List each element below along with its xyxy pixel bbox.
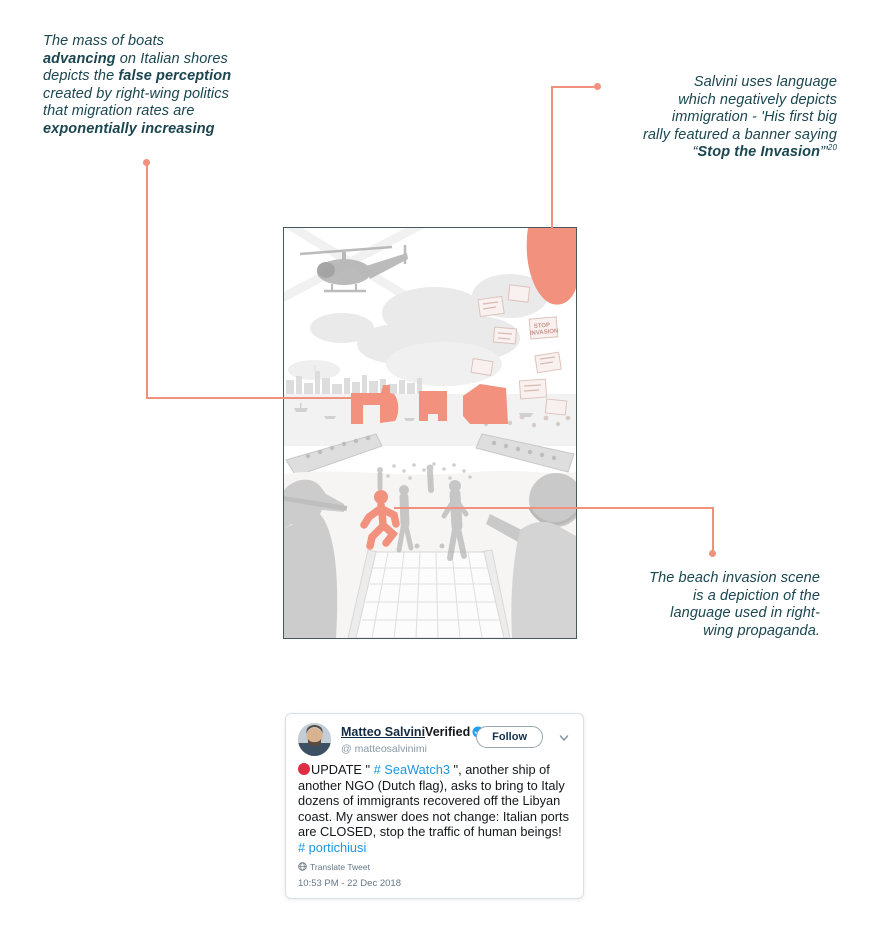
annotation-top-left bbox=[43, 33, 231, 138]
tweet-text-segment: UPDATE " bbox=[311, 762, 374, 777]
annotation-line: which negatively depicts bbox=[678, 91, 837, 108]
annotation-line: created by right-wing politics bbox=[43, 85, 229, 102]
translate-tweet-label: Translate Tweet bbox=[310, 861, 371, 872]
annotation-line: language used in right- bbox=[670, 605, 820, 621]
stop-invasion-sign-text: STOP bbox=[533, 322, 551, 330]
connector-line-bottomright-vertical bbox=[712, 507, 714, 552]
connector-line-topright-vertical bbox=[551, 86, 553, 230]
avatar-image bbox=[298, 723, 331, 756]
chevron-down-icon[interactable] bbox=[559, 733, 569, 743]
stop-invasion-sign-text2: INVASION bbox=[529, 328, 559, 337]
verified-label: Verified bbox=[425, 725, 471, 739]
annotation-line: The mass of boats bbox=[43, 33, 164, 49]
connector-line-topright-horizontal bbox=[551, 86, 597, 88]
annotation-top-right bbox=[643, 74, 837, 162]
annotation-line: “Stop the $Invasion”'^{20}$ bbox=[692, 143, 837, 160]
tweet-text-segment: ", another ship of another NGO (Dutch flag), asks to bring to Italy dozens of immigrants recovered off the Libyan coast. My answer does not change: Italian ports are CLOSED, stop the traffic of human beings! bbox=[298, 762, 570, 840]
annotation-line: advancing on Italian shores bbox=[43, 50, 228, 67]
connector-line-bottomright-horizontal bbox=[394, 507, 714, 509]
poster-illustration bbox=[284, 228, 576, 638]
translate-tweet-button[interactable] bbox=[298, 862, 571, 872]
hashtag-portichiusi[interactable]: # portichiusi bbox=[298, 839, 367, 855]
annotation-line: immigration - 'His first big bbox=[671, 109, 837, 125]
highlight-boat-3 bbox=[463, 384, 508, 424]
globe-icon bbox=[298, 862, 307, 871]
tweet-name-block bbox=[341, 723, 484, 755]
annotation-line: exponentially increasing bbox=[43, 120, 215, 137]
tweet-card bbox=[285, 713, 584, 899]
annotation-line: rally featured a banner saying bbox=[642, 126, 837, 143]
annotation-bottom-right bbox=[649, 570, 820, 640]
tweet-handle: @ matteosalvinimi bbox=[341, 743, 427, 755]
hashtag-seawatch3[interactable]: # SeaWatch3 bbox=[373, 762, 450, 777]
connector-line-left-horizontal bbox=[146, 397, 355, 399]
tweet-header bbox=[298, 722, 571, 758]
tweet-text bbox=[298, 762, 574, 856]
annotation-line: depicts the false perception bbox=[43, 68, 232, 84]
tweet-author-link[interactable]: Matteo Salvini bbox=[341, 725, 426, 739]
landing-ramp bbox=[348, 550, 510, 638]
connector-dot-bottom-right bbox=[709, 550, 716, 557]
annotation-line: is a depiction of the bbox=[692, 587, 820, 604]
annotation-line: The beach invasion scene bbox=[649, 570, 820, 586]
connector-line-left-vertical bbox=[146, 163, 148, 399]
red-circle-emoji bbox=[298, 763, 310, 775]
follow-button[interactable] bbox=[476, 726, 543, 748]
footnote-ref: 20 bbox=[827, 143, 837, 153]
propaganda-poster-image bbox=[283, 227, 577, 639]
annotation-line: wing propaganda. bbox=[703, 622, 820, 639]
annotation-line: that migration rates are bbox=[43, 103, 195, 119]
follow-button-label: Follow bbox=[492, 731, 527, 743]
annotation-line: Salvini uses language bbox=[693, 74, 837, 90]
tweet-timestamp: 10:53 PM - 22 Dec 2018 bbox=[298, 877, 401, 889]
avatar[interactable] bbox=[298, 723, 331, 756]
